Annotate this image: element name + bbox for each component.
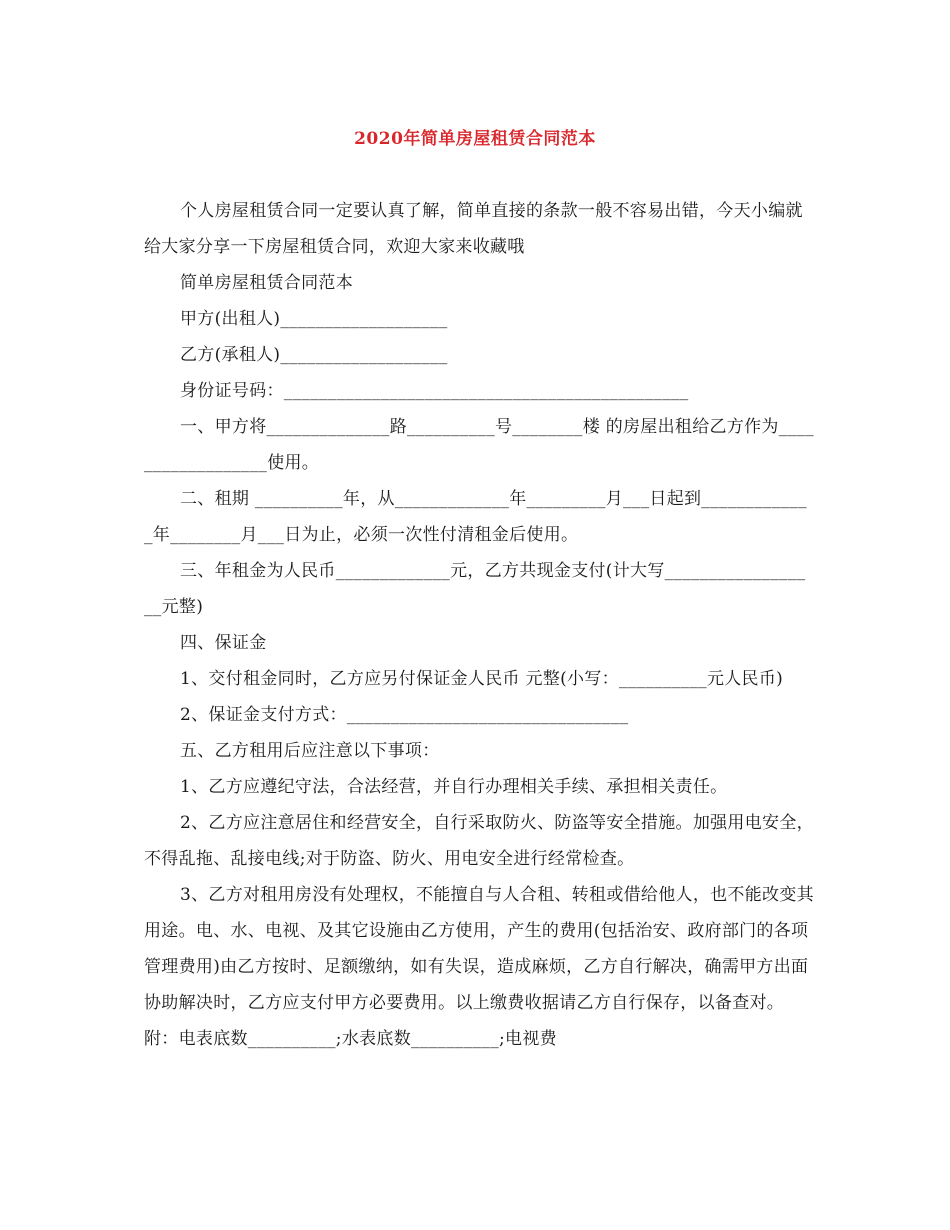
id-number-line: 身份证号码：______________________________________________ [180, 381, 689, 401]
clause-5-heading: 五、乙方租用后应注意以下事项： [180, 741, 440, 761]
party-b-line: 乙方(承租人)___________________ [180, 345, 448, 365]
party-a-line: 甲方(出租人)___________________ [180, 309, 448, 329]
document-title: 2020年简单房屋租赁合同范本 [354, 129, 596, 149]
clause-2: 二、租期 __________年，从_____________年_________月___日起到_____________年________月___日为止，必须一次性付清租金后使用。 [144, 489, 807, 545]
section-heading: 简单房屋租赁合同范本 [180, 273, 353, 293]
clause-4-item-2: 2、保证金支付方式：________________________________ [180, 705, 629, 725]
clause-3: 三、年租金为人民币_____________元，乙方共现金支付(计大写__________________元整) [144, 561, 806, 617]
clause-4-heading: 四、保证金 [180, 633, 267, 653]
clause-5-item-2: 2、乙方应注意居住和经营安全，自行采取防火、防盗等安全措施。加强用电安全，不得乱拖、乱接电线;对于防盗、防火、用电安全进行经常检查。 [144, 813, 814, 869]
clause-5-item-3: 3、乙方对租用房没有处理权，不能擅自与人合租、转租或借给他人，也不能改变其用途。电、水、电视、及其它设施由乙方使用，产生的费用(包括治安、政府部门的各项管理费用)由乙方按时、足额缴纳，如有失误，造成麻烦，乙方自行解决，确需甲方出面协助解决时，乙方应支付甲方必要费用。以上缴费收据请乙方自行保存，以备查对。附：电表底数__________;水表底数__________;电视费 [144, 885, 814, 1049]
clause-4-item-1: 1、交付租金同时，乙方应另付保证金人民币 元整(小写：__________元人民币) [180, 669, 784, 689]
intro-paragraph: 个人房屋租赁合同一定要认真了解，简单直接的条款一般不容易出错，今天小编就给大家分享一下房屋租赁合同，欢迎大家来收藏哦 [144, 201, 803, 257]
document-body [144, 193, 814, 1057]
clause-1: 一、甲方将______________路__________号________楼 的房屋出租给乙方作为__________________使用。 [144, 417, 814, 473]
clause-5-item-1: 1、乙方应遵纪守法，合法经营，并自行办理相关手续、承担相关责任。 [180, 777, 728, 797]
